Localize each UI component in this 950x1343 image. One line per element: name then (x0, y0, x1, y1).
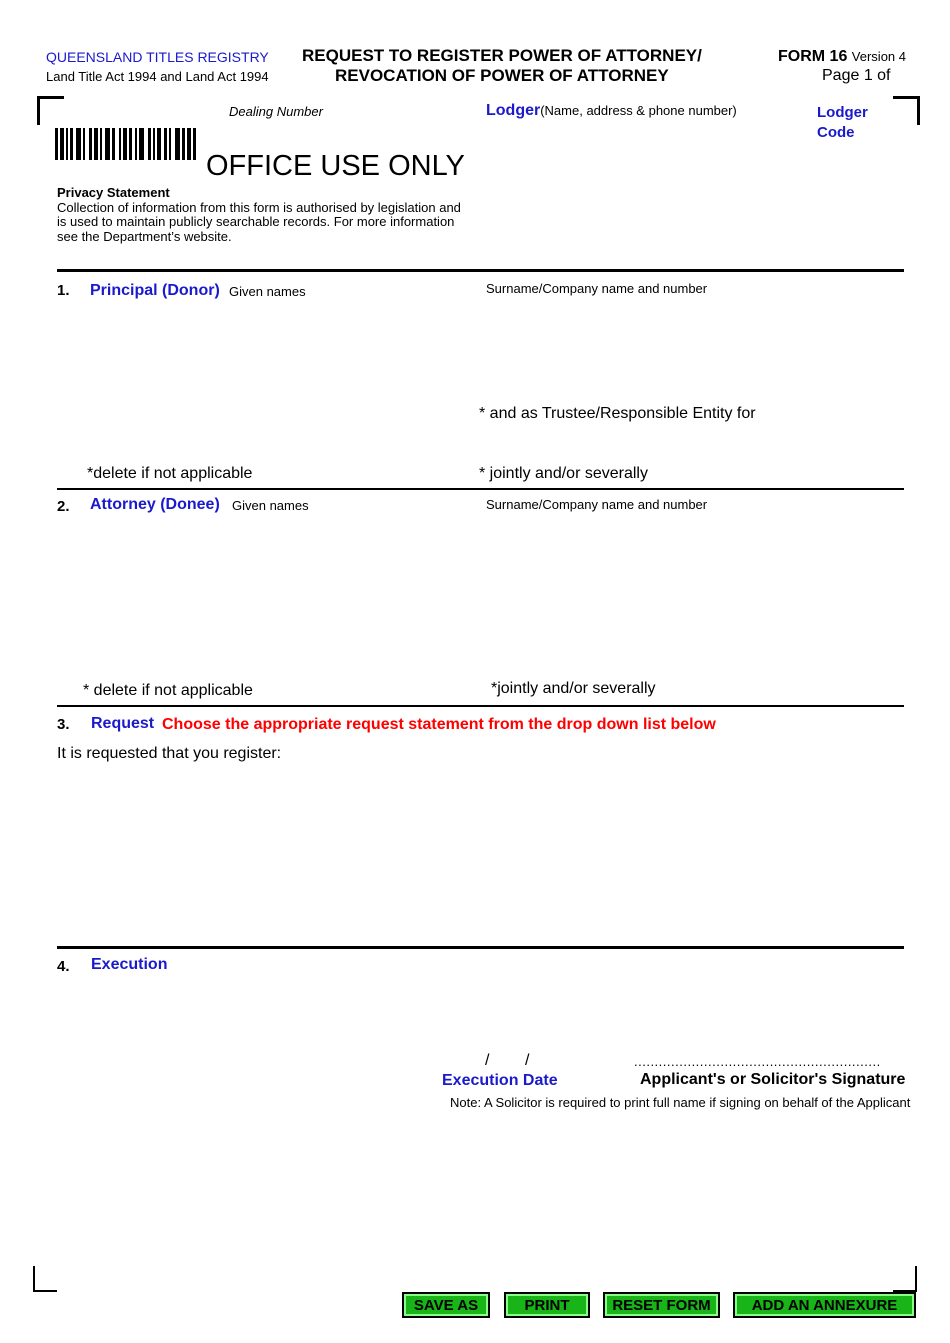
form-number: FORM 16 (778, 48, 848, 65)
privacy-line3: see the Department’s website. (57, 229, 232, 244)
execution-date-label: Execution Date (442, 1072, 558, 1089)
section2-number: 2. (57, 498, 70, 515)
section2-divider (57, 488, 904, 490)
add-annexure-button[interactable]: ADD AN ANNEXURE (733, 1292, 916, 1318)
section3-statement: It is requested that you register: (57, 745, 282, 762)
section3-divider (57, 705, 904, 707)
lodger-code-label-line1: Lodger (817, 104, 868, 121)
form-title-line1: REQUEST TO REGISTER POWER OF ATTORNEY/ (302, 46, 702, 65)
lodger-hint: (Name, address & phone number) (540, 103, 737, 118)
section3-instruction: Choose the appropriate request statement from the drop down list below (162, 716, 716, 733)
barcode (55, 128, 199, 160)
section1-jointly-note: * jointly and/or severally (479, 465, 648, 482)
reset-form-button[interactable]: RESET FORM (603, 1292, 720, 1318)
dealing-number-label: Dealing Number (229, 104, 323, 119)
save-as-button[interactable]: SAVE AS (402, 1292, 490, 1318)
form-title-line2: REVOCATION OF POWER OF ATTORNEY (335, 66, 669, 85)
page-indicator: Page 1 of (822, 67, 891, 84)
top-left-corner-mark (37, 96, 64, 125)
privacy-line2: is used to maintain publicly searchable records. For more information (57, 214, 455, 229)
acts-text: Land Title Act 1994 and Land Act 1994 (46, 69, 269, 84)
section1-given-names-label: Given names (229, 284, 306, 299)
bottom-right-corner-mark (893, 1266, 917, 1292)
section1-divider (57, 269, 904, 272)
section2-given-names-label: Given names (232, 498, 309, 513)
signature-line: ............................................................ (634, 1054, 881, 1069)
section3-title: Request (91, 715, 155, 732)
solicitor-note: Note: A Solicitor is required to print full name if signing on behalf of the Applicant (450, 1095, 911, 1110)
section4-title: Execution (91, 956, 168, 973)
section2-delete-note: * delete if not applicable (83, 682, 253, 699)
section4-divider (57, 946, 904, 949)
form-version: Version 4 (851, 49, 906, 64)
section1-number: 1. (57, 282, 70, 299)
office-use-only: OFFICE USE ONLY (206, 150, 465, 182)
bottom-left-corner-mark (33, 1266, 57, 1292)
section3-number: 3. (57, 716, 70, 733)
section2-jointly-note: *jointly and/or severally (491, 680, 656, 697)
privacy-line1: Collection of information from this form is authorised by legislation and (57, 200, 461, 215)
print-button[interactable]: PRINT (504, 1292, 590, 1318)
top-right-corner-mark (893, 96, 920, 125)
section4-number: 4. (57, 958, 70, 975)
section1-delete-note: *delete if not applicable (87, 465, 253, 482)
section2-title: Attorney (Donee) (90, 496, 220, 513)
signature-label: Applicant's or Solicitor's Signature (640, 1071, 906, 1088)
section2-surname-label: Surname/Company name and number (486, 497, 708, 512)
registry-name: QUEENSLAND TITLES REGISTRY (46, 49, 269, 65)
lodger-label: Lodger (486, 102, 541, 119)
lodger-code-label-line2: Code (817, 124, 855, 141)
section1-surname-label: Surname/Company name and number (486, 281, 708, 296)
execution-date-field[interactable]: / / (485, 1052, 530, 1069)
lodger-block (486, 102, 737, 120)
privacy-heading: Privacy Statement (57, 185, 170, 200)
form-number-block (778, 48, 906, 66)
section1-title: Principal (Donor) (90, 282, 220, 299)
section1-trustee-label: * and as Trustee/Responsible Entity for (479, 405, 756, 422)
